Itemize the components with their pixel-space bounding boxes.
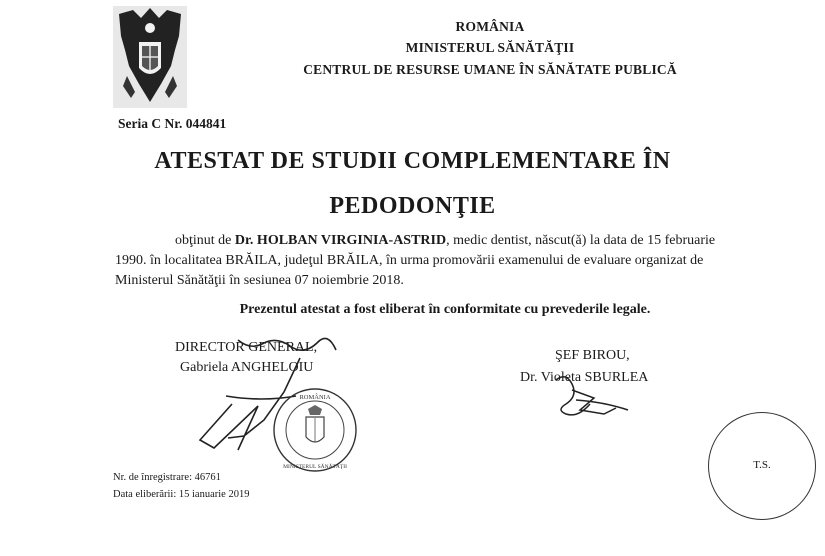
- header-ministry: MINISTERUL SĂNĂTĂŢII: [405, 40, 575, 55]
- sef-title: ŞEF BIROU,: [555, 348, 630, 363]
- body-line-2: 1990. în localitatea BRĂILA, judeţul BRĂILA, în urma promovării examenului de evaluare organizat de: [115, 253, 704, 268]
- ts-seal-label: T.S.: [753, 459, 771, 471]
- header-country: ROMÂNIA: [455, 19, 525, 34]
- header-center: CENTRUL DE RESURSE UMANE ÎN SĂNĂTATE PUBLICĂ: [303, 62, 677, 77]
- director-title: DIRECTOR GENERAL,: [175, 340, 318, 355]
- sef-name: Dr. Violeta SBURLEA: [520, 370, 649, 385]
- stamp-bottom-text: MINISTERUL SĂNĂTĂŢII: [283, 464, 347, 470]
- official-stamp: [272, 387, 358, 473]
- sef-signature: [556, 377, 628, 415]
- issue-date: Data eliberării: 15 ianuarie 2019: [113, 489, 250, 500]
- holder-name: Dr. HOLBAN VIRGINIA-ASTRID: [234, 233, 447, 248]
- legal-statement: Prezentul atestat a fost eliberat în conformitate cu prevederile legale.: [239, 302, 651, 317]
- certificate-specialty: PEDODONŢIE: [329, 193, 496, 219]
- body-prefix: obţinut de: [175, 233, 235, 248]
- body-line-3: Ministerul Sănătăţii în sesiunea 07 noiembrie 2018.: [115, 273, 404, 288]
- certificate-title: ATESTAT DE STUDII COMPLEMENTARE ÎN: [154, 148, 671, 174]
- registration-number: Nr. de înregistrare: 46761: [113, 472, 221, 483]
- stamp-top-text: ROMÂNIA: [299, 394, 331, 401]
- serial-number: Seria C Nr. 044841: [118, 116, 227, 131]
- director-name: Gabriela ANGHELOIU: [180, 360, 314, 375]
- body-suffix: , medic dentist, născut(ă) la data de 15 februarie: [446, 233, 716, 248]
